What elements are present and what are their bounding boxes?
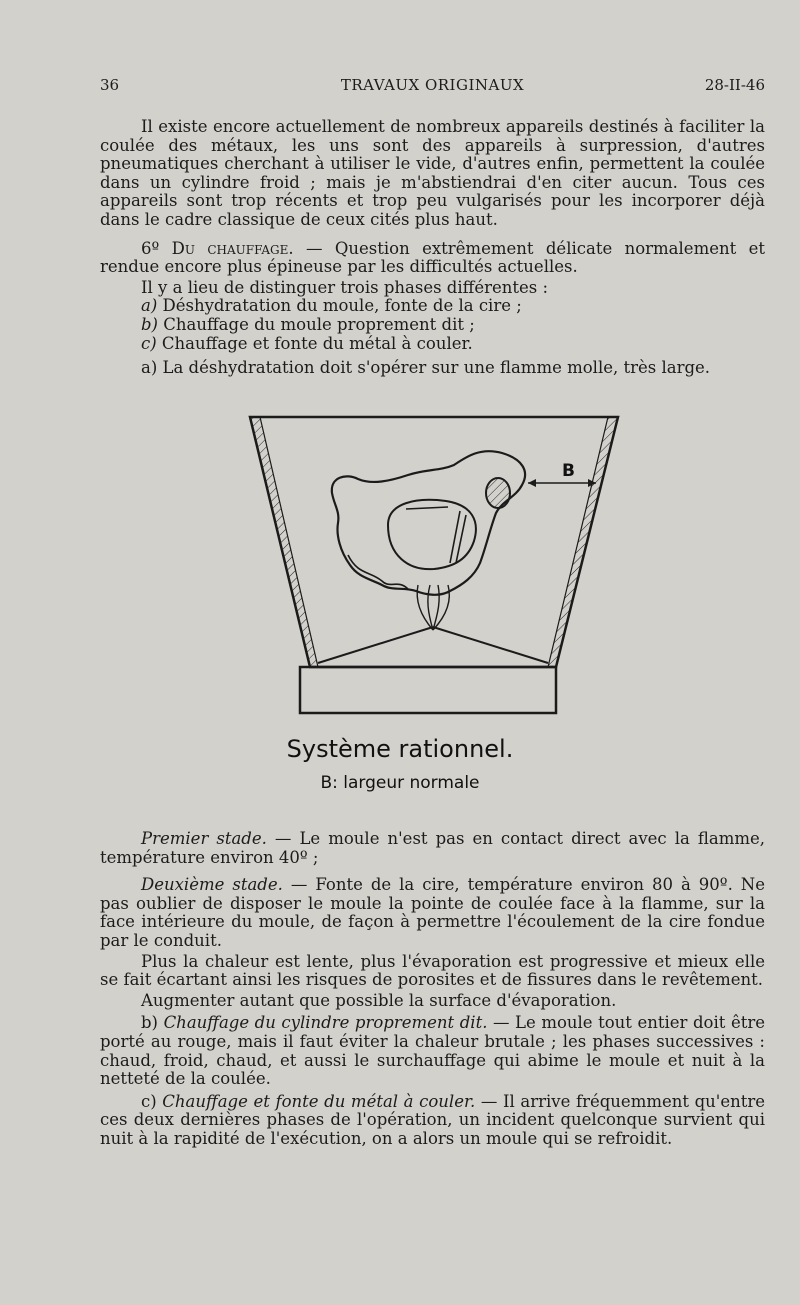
mold-body: [332, 451, 525, 595]
paragraph-surface: Augmenter autant que possible la surface d'évaporation.: [141, 990, 617, 1010]
base-plate: [300, 667, 556, 713]
figure-subcaption: B: largeur normale: [320, 773, 480, 793]
paragraph-cylindre: b) Chauffage du cylindre proprement dit. — Le moule tout entier doit être porté au rouge, mais il faut éviter la chaleur brutale ; les phases successives : chaud, froid, chaud, et aussi le surchauffage qui abime le moule et nuit à la netteté de la coulée.: [100, 1013, 765, 1089]
page-number: 36: [100, 76, 120, 94]
body-text: [100, 830, 765, 1149]
label-b: B: [562, 461, 575, 481]
section-number: 6º: [141, 238, 160, 258]
paragraph-premier-stade: Premier stade. — Le moule n'est pas en contact direct avec la flamme, température environ 40º ;: [100, 829, 766, 867]
paragraph-appareils: Il existe encore actuellement de nombreux appareils destinés à faciliter la coulée des métaux, les uns sont des appareils à surpression, d'autres pneumatiques cherchant à utiliser le vide, d'autres enfin, permettent la coulée dans un cylindre froid ; mais je m'abstiendrai d'en citer aucun. Tous ces appareils sont trop récents et trop peu vulgarisés pour les incorporer déjà dans le cadre classique de ceux cités plus haut.: [100, 117, 765, 229]
list-item-b: b) Chauffage du moule proprement dit ;: [141, 314, 475, 334]
paragraph-phases: Il y a lieu de distinguer trois phases différentes :: [141, 277, 549, 297]
list-item-c: c) Chauffage et fonte du métal à couler.: [141, 333, 473, 353]
flask-left-wall: [250, 417, 318, 667]
paragraph-chauffage: 6º Du chauffage. — Question extrêmement délicate normalement et rendue encore plus épineuse par les difficultés actuelles.: [100, 238, 765, 277]
sprue-opening: [486, 478, 510, 508]
figure-caption: Système rationnel.: [286, 735, 514, 763]
paragraph-fonte-metal: c) Chauffage et fonte du métal à couler. — Il arrive fréquemment qu'entre ces deux dernières phases de l'opération, un incident quelconque survient qui nuit à la rapidité de l'exécution, on a alors un moule qui se refroidit.: [100, 1091, 766, 1148]
paragraph-deuxieme-stade: Deuxième stade. — Fonte de la cire, température environ 80 à 90º. Ne pas oublier de disposer le moule la pointe de coulée face à la flamme, sur la face intérieure du moule, de façon à permettre l'écoulement de la cire fondue par le conduit.: [100, 875, 765, 950]
mold-heating-diagram: [240, 405, 630, 715]
running-header: [100, 76, 765, 96]
running-title: TRAVAUX ORIGINAUX: [340, 76, 525, 94]
flame-icon: [417, 585, 449, 630]
issue-date: 28-II-46: [704, 76, 765, 94]
paragraph-deshydratation: a) La déshydratation doit s'opérer sur une flamme molle, très large.: [141, 358, 711, 378]
intro-text: [100, 118, 765, 378]
flask-right-wall: [548, 417, 618, 667]
section-heading: Du chauffage.: [171, 238, 294, 258]
paragraph-chaleur: Plus la chaleur est lente, plus l'évaporation est progressive et mieux elle se fait écartant ainsi les risques de porosites et de fissures dans le revêtement.: [100, 951, 765, 990]
list-item-a: a) Déshydratation du moule, fonte de la cire ;: [141, 296, 522, 316]
